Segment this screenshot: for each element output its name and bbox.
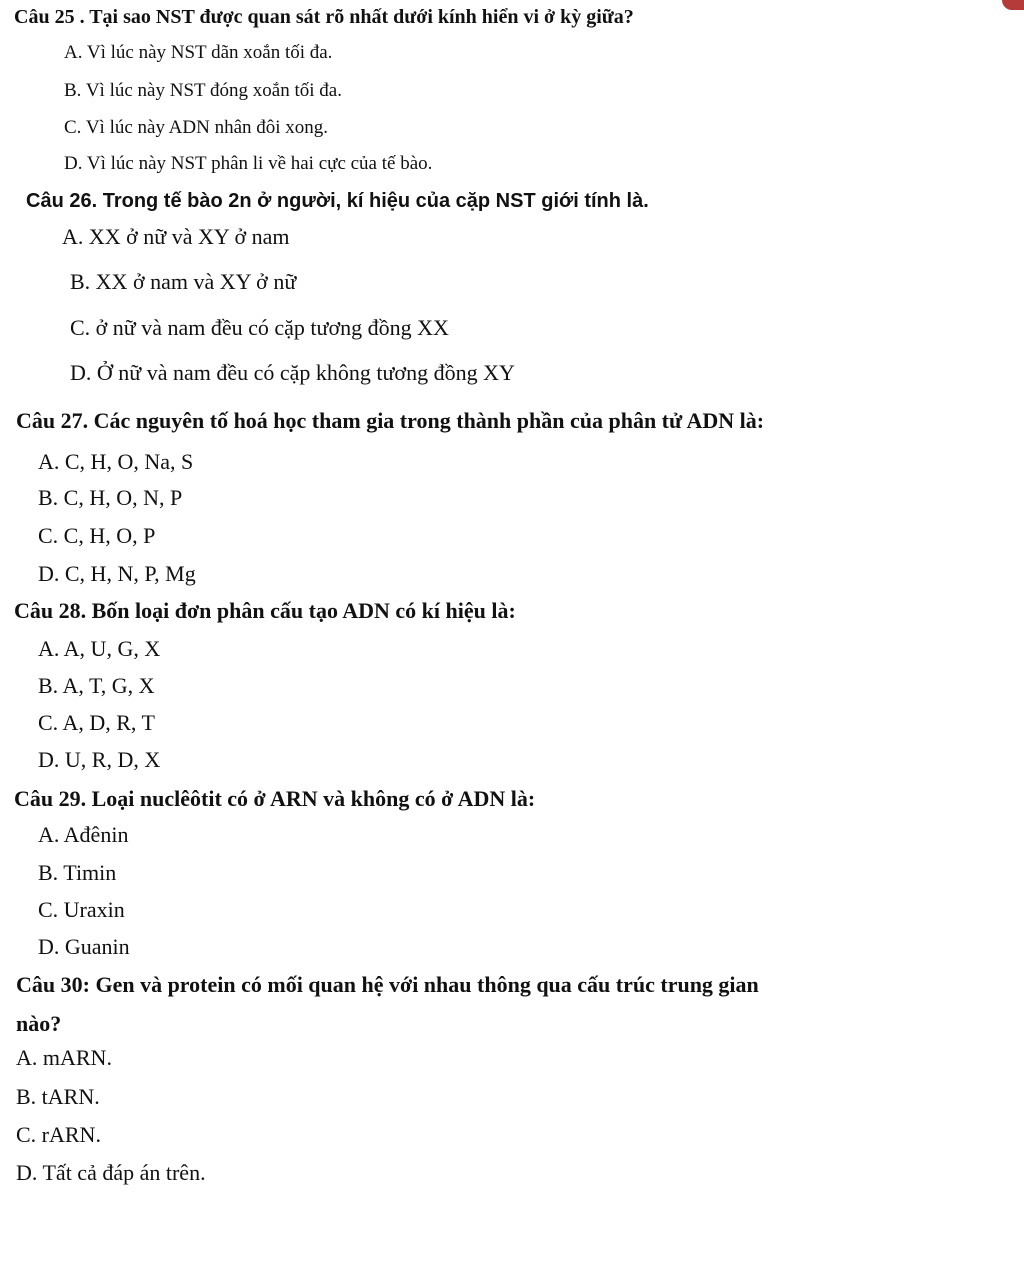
question-29-text: Loại nuclêôtit có ở ARN và không có ở ADN là: <box>91 786 536 811</box>
question-28 <box>14 600 516 622</box>
question-27-option-c: C. C, H, O, P <box>38 523 156 548</box>
question-30-option-d: D. Tất cả đáp án trên. <box>16 1160 206 1185</box>
question-28-number: Câu 28. <box>14 598 92 623</box>
question-27-option-a: A. C, H, O, Na, S <box>38 449 194 474</box>
question-29-option-b: B. Timin <box>38 860 117 885</box>
question-26-option-a: A. XX ở nữ và XY ở nam <box>62 224 290 249</box>
question-25-number: Câu 25 . <box>14 6 90 28</box>
question-25-option-c: C. Vì lúc này ADN nhân đôi xong. <box>64 117 329 138</box>
question-28-option-c: C. A, D, R, T <box>38 710 155 735</box>
question-28-option-d: D. U, R, D, X <box>38 747 161 772</box>
question-30-number: Câu 30: <box>16 972 96 997</box>
question-29 <box>14 788 535 810</box>
question-26-option-b: B. XX ở nam và XY ở nữ <box>70 269 297 294</box>
question-30-option-b: B. tARN. <box>16 1084 100 1109</box>
question-25-text: Tại sao NST được quan sát rõ nhất dưới kính hiển vi ở kỳ giữa? <box>89 6 634 28</box>
question-29-option-a: A. Ađênin <box>38 822 129 847</box>
question-30-option-a: A. mARN. <box>16 1045 112 1070</box>
question-26-option-d: D. Ở nữ và nam đều có cặp không tương đồng XY <box>70 360 515 385</box>
question-30-option-c: C. rARN. <box>16 1122 101 1147</box>
question-28-option-a: A. A, U, G, X <box>38 636 161 661</box>
question-29-option-c: C. Uraxin <box>38 897 125 922</box>
question-29-option-d: D. Guanin <box>38 934 130 959</box>
question-26 <box>26 191 649 211</box>
question-25-option-a: A. Vì lúc này NST dãn xoắn tối đa. <box>64 42 333 63</box>
question-27-number: Câu 27. <box>16 408 94 433</box>
question-30 <box>16 974 759 996</box>
question-25 <box>14 7 634 27</box>
question-25-option-d: D. Vì lúc này NST phân li về hai cực của tế bào. <box>64 153 433 174</box>
question-30-text-line1: Gen và protein có mối quan hệ với nhau thông qua cấu trúc trung gian <box>95 972 759 997</box>
question-25-option-b: B. Vì lúc này NST đóng xoắn tối đa. <box>64 80 342 101</box>
question-30-text-line2: nào? <box>16 1011 62 1036</box>
question-26-text: Trong tế bào 2n ở người, kí hiệu của cặp NST giới tính là. <box>102 190 649 212</box>
question-26-option-c: C. ở nữ và nam đều có cặp tương đồng XX <box>70 315 449 340</box>
question-26-number: Câu 26. <box>26 190 103 212</box>
question-27-option-b: B. C, H, O, N, P <box>38 485 183 510</box>
question-28-text: Bốn loại đơn phân cấu tạo ADN có kí hiệu là: <box>91 598 516 623</box>
corner-decoration <box>1002 0 1024 10</box>
question-27-text: Các nguyên tố hoá học tham gia trong thành phần của phân tử ADN là: <box>93 408 765 433</box>
question-28-option-b: B. A, T, G, X <box>38 673 155 698</box>
question-27-option-d: D. C, H, N, P, Mg <box>38 561 196 586</box>
question-27 <box>16 410 764 432</box>
question-29-number: Câu 29. <box>14 786 92 811</box>
